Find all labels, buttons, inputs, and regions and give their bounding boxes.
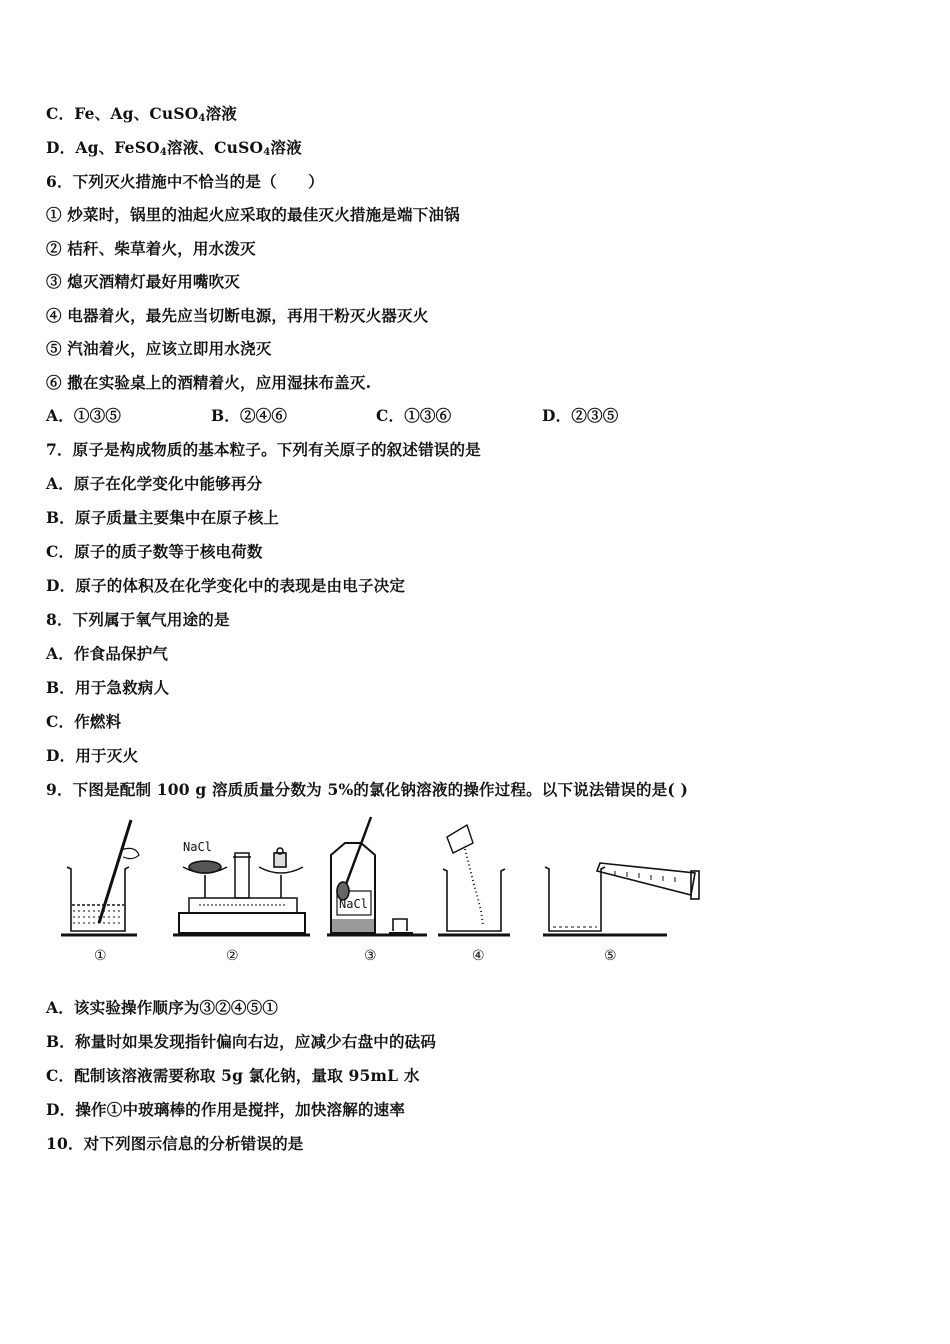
q6-item-2: ② 桔秆、柴草着火，用水泼灭: [46, 239, 256, 258]
q6-item-5: ⑤ 汽油着火，应该立即用水浇灭: [46, 339, 272, 358]
q8-option-c: C．作燃料: [46, 712, 122, 731]
figure-label-1: ①: [94, 948, 107, 964]
q9-option-c: C．配制该溶液需要称取 5g 氯化钠，量取 95mL 水: [46, 1066, 420, 1085]
q7-stem: 7．原子是构成物质的基本粒子。下列有关原子的叙述错误的是: [46, 440, 481, 459]
q6-option-b: B．②④⑥: [211, 406, 288, 425]
figure-label-3: ③: [364, 948, 377, 964]
balance-nacl-label: NaCl: [183, 840, 212, 854]
q8-option-b: B．用于急救病人: [46, 678, 170, 697]
q8-option-a: A．作食品保护气: [46, 644, 169, 663]
q6-option-a: A．①③⑤: [46, 406, 122, 425]
figure-label-4: ④: [472, 948, 485, 964]
beaker-pouring-illustration: [438, 825, 510, 935]
q9-option-b: B．称量时如果发现指针偏向右边，应减少右盘中的砝码: [46, 1032, 437, 1051]
q6-item-6: ⑥ 撒在实验桌上的酒精着火，应用湿抹布盖灭.: [46, 373, 372, 392]
balance-illustration: [173, 848, 310, 935]
reagent-jar-illustration: [327, 817, 427, 935]
q9-stem: 9．下图是配制 100 g 溶质质量分数为 5%的氯化钠溶液的操作过程。以下说法错误的是( ): [46, 780, 689, 799]
jar-nacl-label: NaCl: [339, 897, 368, 911]
figure-label-2: ②: [226, 948, 239, 964]
q7-option-c: C．原子的质子数等于核电荷数: [46, 542, 263, 561]
figure-label-5: ⑤: [604, 948, 617, 964]
q5-option-c: C．Fe、Ag、CuSO$_4$溶液: [46, 104, 237, 124]
q8-stem: 8．下列属于氧气用途的是: [46, 610, 230, 629]
q9-figure: [55, 815, 710, 945]
q8-option-d: D．用于灭火: [46, 746, 139, 765]
q6-option-c: C．①③⑥: [376, 406, 452, 425]
q6-item-3: ③ 熄灭酒精灯最好用嘴吹灭: [46, 272, 240, 291]
q6-options: [46, 404, 666, 426]
q7-option-d: D．原子的体积及在化学变化中的表现是由电子决定: [46, 576, 406, 595]
q9-option-a: A．该实验操作顺序为③②④⑤①: [46, 998, 279, 1017]
q6-option-d: D．②③⑤: [542, 406, 619, 425]
beaker-stirring-illustration: [61, 820, 139, 935]
q6-item-4: ④ 电器着火，最先应当切断电源，再用干粉灭火器灭火: [46, 306, 429, 325]
q5-option-d: D．Ag、FeSO$_4$溶液、CuSO$_4$溶液: [46, 138, 302, 158]
beaker-cylinder-illustration: [543, 863, 699, 935]
q10-stem: 10．对下列图示信息的分析错误的是: [46, 1134, 304, 1153]
q7-option-b: B．原子质量主要集中在原子核上: [46, 508, 280, 527]
q6-item-1: ① 炒菜时，锅里的油起火应采取的最佳灭火措施是端下油锅: [46, 205, 460, 224]
q9-option-d: D．操作①中玻璃棒的作用是搅拌，加快溶解的速率: [46, 1100, 406, 1119]
q7-option-a: A．原子在化学变化中能够再分: [46, 474, 263, 493]
q6-stem: 6．下列灭火措施中不恰当的是（ ）: [46, 172, 324, 191]
